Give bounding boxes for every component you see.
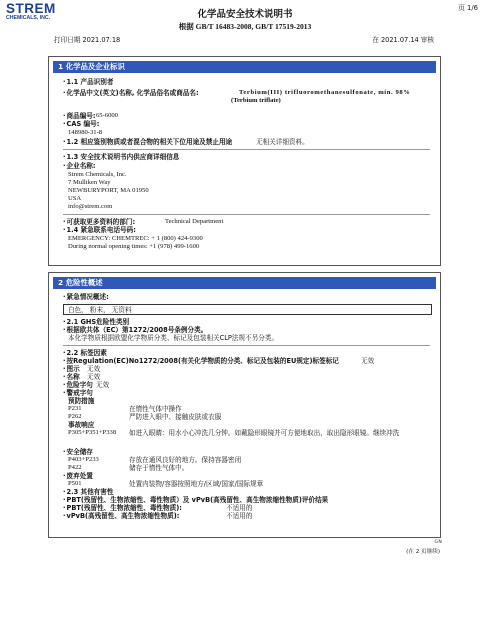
pictogram-label: · 图示 [63,365,80,374]
emergency-overview-value: 白色， 粉末， 无资料 [68,306,132,314]
hazard-statement-label: · 危险字句 [63,381,93,390]
p231-code: P231 [68,405,82,412]
continued-note: (在 2 页继续) [406,549,440,555]
logo-main-text: STREM [6,1,56,16]
document-header [0,0,490,52]
divider [63,149,430,150]
response-label: 事故响应 [68,421,95,429]
emergency-phone: EMERGENCY: CHEMTREC: + 1 (800) 424-9300 [68,235,203,242]
print-date: 打印日期 2021.07.18 [54,36,121,44]
p422-code: P422 [68,464,82,471]
p403-text: 存放在通风良好的地方。保持容器密闭 [129,456,242,464]
eu-classification: · 根据欧共体（EC）第1272/2008号条例分类。 [63,326,207,335]
subsection-2-2: · 2.2 标签因素 [63,349,107,358]
product-number: 65-6000 [96,112,118,119]
address-email: info@strem.com [68,203,113,210]
product-name-value-2: (Terbium triflate) [231,97,281,104]
address-line-1: Strem Chemicals, Inc. [68,171,127,178]
subsection-1-4: · 1.4 紧急联系电话号码: [63,226,136,235]
p262-text: 严防进入眼中、接触皮肤或衣服 [129,413,222,421]
address-line-4: USA [68,195,82,202]
address-line-3: NEWBURYPORT, MA 01950 [68,187,149,194]
subsection-2-3: · 2.3 其他有害性 [63,488,113,497]
subsection-1-1: · 1.1 产品识别者 [63,78,113,87]
p501-text: 处置内装物/容器按照地方/区域/国家/国际规章 [129,480,264,488]
storage-label: · 安全储存 [63,448,93,457]
p501-code: P501 [68,480,82,487]
pictogram-value: 无效 [87,365,101,373]
revision-date: 在 2021.07.14 审核 [372,36,434,44]
pbt-label: · PBT(残留性、生物浓缩性、毒性物质): [63,504,182,513]
normal-hours-phone: During normal opening times: +1 (978) 499-1600 [68,243,200,250]
divider [63,214,430,215]
signal-word-value: 无效 [87,373,101,381]
department-label: · 可获取更多资料的部门: [63,218,135,227]
hazard-statement-value: 无效 [96,381,110,389]
pbt-vpvb-assessment: · PBT(残留性、生物浓缩性、毒性物质）及 vPvB(高残留性、高生物浓缩性物质)评价结果 [63,496,328,505]
subsection-2-1: · 2.1 GHS危险性类别 [63,318,129,327]
product-name-value: Terbium(III) trifluoromethanesulfonate, min. 98% [239,89,411,96]
label-regulation-value: 无效 [361,357,375,365]
logo-sub-text: CHEMICALS, INC. [6,15,51,21]
signal-word-label: · 名称 [63,373,80,382]
emergency-overview-label: · 紧急情况概述: [63,293,109,302]
p262-code: P262 [68,413,82,420]
subsection-1-3: · 1.3 安全技术说明书内供应商详细信息 [63,153,179,162]
subsection-1-2: · 1.2 相应鉴别物质或者混合物的相关下位用途及禁止用途 [63,138,232,147]
section-2-frame [48,272,441,538]
p305-code: P305+P351+P338 [68,429,117,436]
cas-number: 148980-31-8 [68,129,103,136]
document-subtitle: 根据 GB/T 16483-2008, GB/T 17519-2013 [178,22,312,31]
cas-label: · CAS 编号: [63,120,99,129]
vpvb-label: · vPvB(高残留性、高生物浓缩性物质): [63,512,179,521]
product-name-label: · 化学品中文(英文)名称, 化学品俗名或商品名: [63,89,199,98]
disposal-label: · 废弃处置 [63,472,93,481]
vpvb-value: 不适用的 [226,512,253,520]
section-1-heading: 1 化学品及企业标识 [53,61,436,73]
subsection-1-2-value: 无相关详细资料。 [256,138,309,146]
divider [63,345,430,346]
language-code: GN [434,540,442,545]
pbt-value: 不适用的 [226,504,253,512]
address-line-2: 7 Mulliken Way [68,179,111,186]
company-name-label: · 企业名称: [63,162,96,171]
p422-text: 储存于惰性气体中。 [129,464,189,472]
label-regulation: · 按Regulation(EC)No1272/2008(有关化学物质的分类、标记及包装的EU规定)标签标记 [63,357,339,366]
department-value: Technical Department [165,218,224,225]
product-number-label: · 商品编号: [63,112,96,121]
precaution-label: · 警戒字句 [63,389,93,398]
page-number: 页 1/6 [458,4,478,12]
section-1-frame [48,56,441,266]
section-2-heading: 2 危险性概述 [53,277,436,289]
classification-note: 本化学物质根据欧盟化学物质分类、标记及包装相关CLP法规不另分类。 [68,334,279,342]
p305-text: 如进入眼睛：用水小心冲洗几分钟。如戴隐形眼镜并可方便地取出，取出隐形眼镜。继续冲洗 [129,429,400,437]
emergency-overview-box [63,304,432,315]
p403-code: P403+P233 [68,456,99,463]
prevention-label: 预防措施 [68,397,95,405]
document-title: 化学品安全技术说明书 [197,9,293,20]
p231-text: 在惰性气体中操作 [129,405,182,413]
